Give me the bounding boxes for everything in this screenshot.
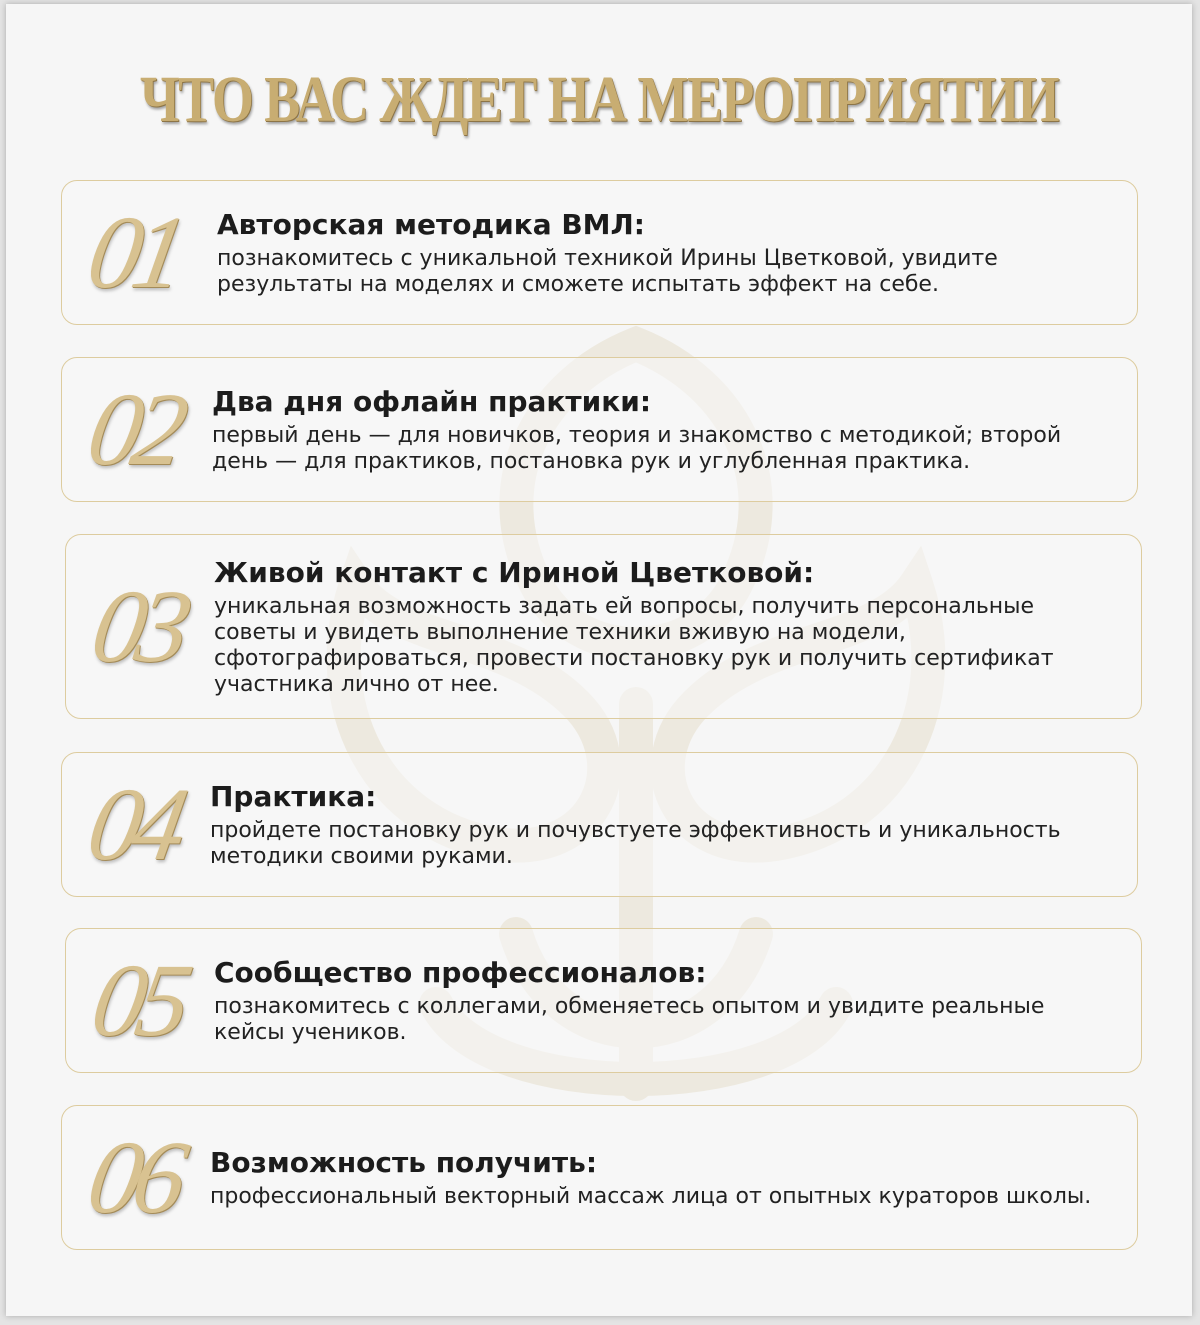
item-number: 06 [79, 1119, 189, 1235]
item-heading: Два дня офлайн практики: [212, 384, 652, 418]
item-description: познакомитесь с коллегами, обменяетесь опытом и увидите реальные кейсы учеников. [214, 993, 1045, 1045]
item-number: 04 [79, 766, 189, 882]
page [6, 4, 1192, 1316]
item-heading: Авторская методика ВМЛ: [217, 207, 645, 241]
item-number: 05 [83, 942, 193, 1058]
item-heading: Живой контакт с Ириной Цветковой: [214, 555, 815, 589]
list-item [61, 180, 1138, 325]
item-description: пройдете постановку рук и почувстуете эффективность и уникальность методики своими руками. [210, 817, 1061, 869]
item-heading: Практика: [210, 779, 377, 813]
list-item [61, 752, 1138, 897]
item-number: 02 [79, 371, 189, 487]
list-item [61, 1105, 1138, 1250]
page-title: ЧТО ВАС ЖДЕТ НА МЕРОПРИЯТИИ [140, 63, 1058, 136]
item-description: первый день — для новичков, теория и знакомство с методикой; второй день — для практиков, постановка рук и углубленная практика. [212, 422, 1062, 474]
list-item [61, 357, 1138, 502]
item-number: 03 [83, 568, 193, 684]
list-item [65, 534, 1142, 719]
item-description: познакомитесь с уникальной техникой Ирины Цветковой, увидите результаты на моделях и сможете испытать эффект на себе. [217, 245, 998, 297]
item-description: профессиональный векторный массаж лица от опытных кураторов школы. [210, 1183, 1092, 1209]
item-heading: Сообщество профессионалов: [214, 955, 707, 989]
list-item [65, 928, 1142, 1073]
item-description: уникальная возможность задать ей вопросы, получить персональные советы и увидеть выполнение техники вживую на модели, сфотографироваться, провести постановку рук и получить сертификат участника лично от нее. [214, 593, 1054, 697]
item-heading: Возможность получить: [210, 1145, 598, 1179]
item-number: 01 [79, 194, 189, 310]
